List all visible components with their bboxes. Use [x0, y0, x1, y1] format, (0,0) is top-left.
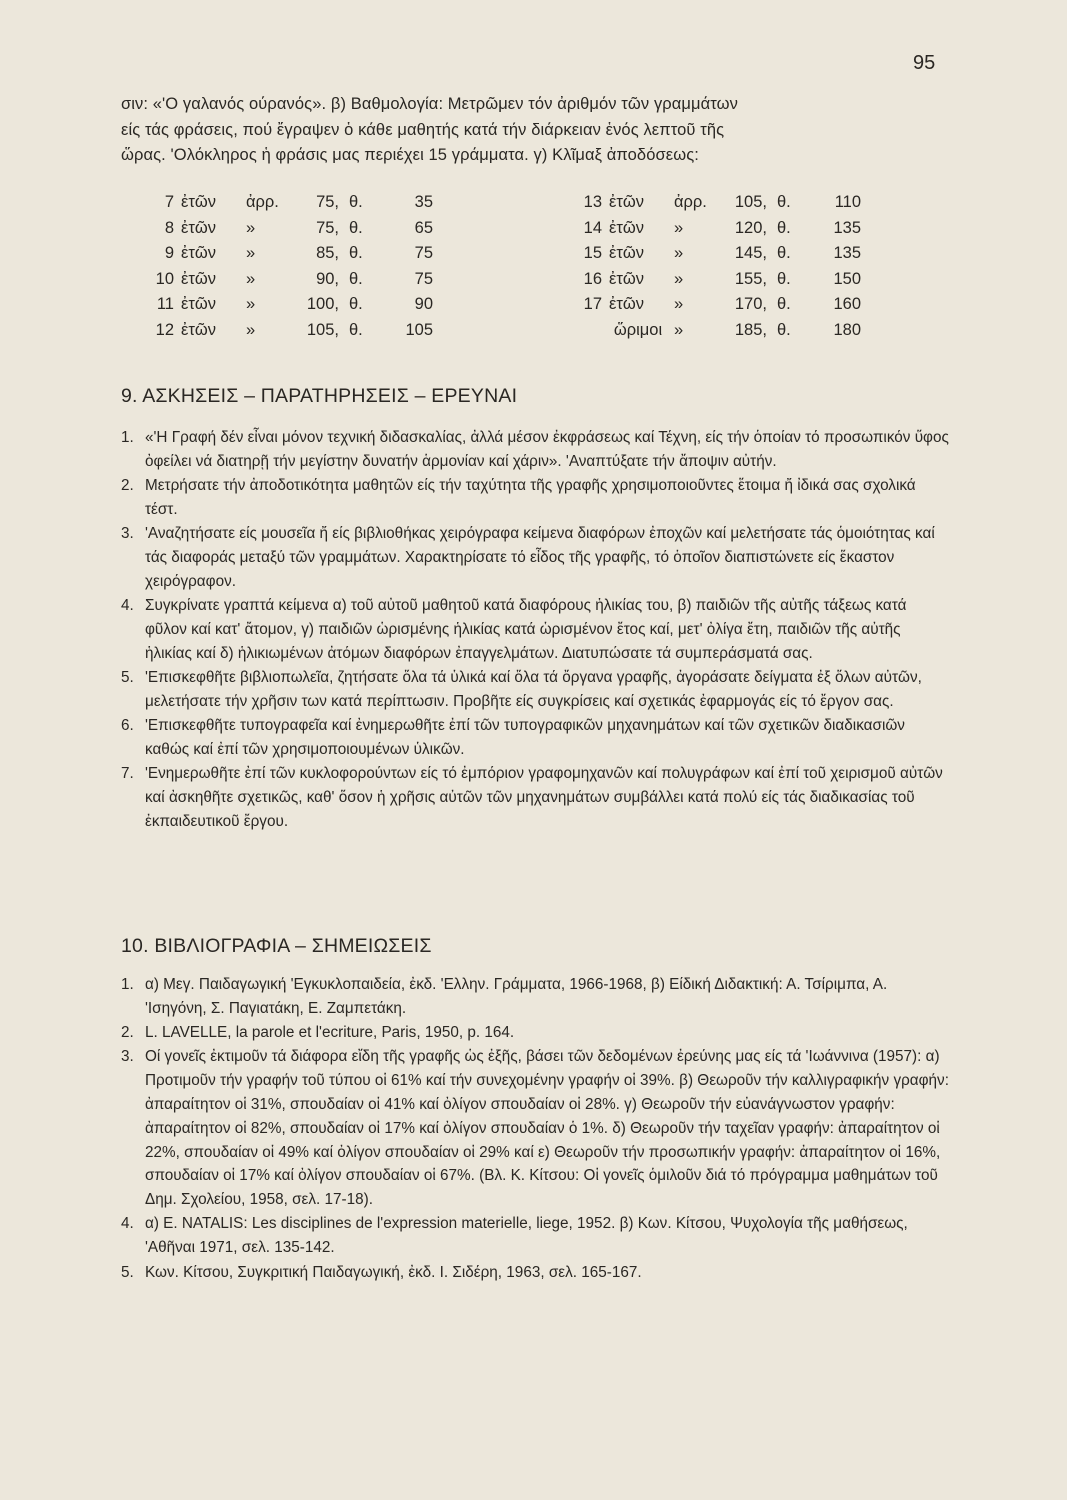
item-text: Οί γονεῖς ἐκτιμοῦν τά διάφορα εἴδη τῆς γραφῆς ὡς ἐξῆς, βάσει τῶν δεδομένων ἐρεύνης μας είς τά 'Ιωάννινα (1957): α) Προτιμοῦν τήν γραφήν τοῦ τύπου οἱ 61% καί τήν συνεχομένην γραφήν οἱ 39%. β) Θεωροῦν τήν καλλιγραφικήν γραφήν: ἀπαραίτητον οἱ 31%, σπουδαίαν οἱ 41% καί ὀλίγον σπουδαίαν οἱ 28%. γ) Θεωροῦν τήν εὐανάγνωστον γραφήν: ἀπαραίτητον οἱ 82%, σπουδαίαν οἱ 17% καί ὀλίγον σπουδαίαν ὁ 1%. δ) Θεωροῦν τήν ταχεῖαν γραφήν: ἀπαραίτητον οἱ 22%, σπουδαίαν οἱ 49% καί ὀλίγον σπουδαίαν οἱ 29% καί ε) Θεωροῦν τήν προσωπικήν γραφήν: ἀπαραίτητον οἱ 16%, σπουδαίαν οἱ 17% καί ὀλίγον σπουδαίαν οἱ 67%. (Βλ. Κ. Κίτσου: Οἱ γονεῖς ὁμιλοῦν διά τό πρόγραμμα μαθημάτων τοῦ Δημ. Σχολείου, 1958, σελ. 17-18).	[145, 1048, 949, 1209]
intro-line: σιν: «'Ο γαλανός ούρανός». β) Βαθμολογία: Μετρῶμεν τόν ἀριθμόν τῶν γραμμάτων	[121, 95, 738, 113]
girls-score-cell: 110	[834, 193, 861, 211]
age-cell: 12	[155, 320, 174, 339]
girls-label-cell: θ.	[349, 295, 363, 314]
girls-score-cell: 65	[414, 218, 433, 237]
sex-cell: »	[246, 269, 256, 288]
unit-cell: ἐτῶν	[181, 295, 217, 314]
girls-score-cell: 180	[833, 320, 861, 339]
boys-score-cell: 85,	[316, 244, 339, 263]
item-number: 6.	[121, 717, 134, 735]
grade-scale-table-right	[570, 190, 861, 344]
girls-score-cell: 135	[833, 244, 861, 263]
girls-label-cell: θ.	[777, 218, 791, 237]
age-cell: 15	[583, 244, 602, 263]
list-item	[121, 594, 951, 665]
list-item	[121, 1212, 951, 1260]
intro-line: ὥρας. 'Ολόκληρος ἡ φράσις μας περιέχει 15 γράμματα. γ) Κλῖμαξ ἀποδόσεως:	[121, 146, 699, 165]
item-text: α) Μεγ. Παιδαγωγική 'Εγκυκλοπαιδεία, ἐκδ. 'Ελλην. Γράμματα, 1966-1968, β) Είδική Διδακτική: Α. Τσίριμπα, Α. 'Ισηγόνη, Σ. Παγιατάκη, Ε. Ζαμπετάκη.	[145, 976, 888, 1017]
girls-label-cell: θ.	[349, 193, 363, 211]
item-number: 1.	[121, 976, 134, 993]
item-number: 4.	[121, 1215, 134, 1233]
grade-row	[570, 267, 861, 293]
girls-score-cell: 150	[833, 269, 861, 288]
age-cell: 7	[164, 193, 174, 211]
girls-label-cell: θ.	[777, 244, 791, 263]
boys-score-cell: 90,	[316, 269, 339, 288]
girls-label-cell: θ.	[349, 320, 363, 339]
girls-score-cell: 90	[414, 295, 433, 314]
girls-label-cell: θ.	[349, 269, 363, 288]
unit-cell: ἐτῶν	[609, 218, 645, 237]
intro-paragraph	[121, 92, 951, 169]
item-number: 5.	[121, 668, 134, 686]
boys-score-cell: 145,	[734, 244, 767, 263]
list-item	[121, 1045, 951, 1212]
unit-cell: ἐτῶν	[181, 244, 217, 263]
section-heading-exercises: 9. ΑΣΚΗΣΕΙΣ – ΠΑΡΑΤΗΡΗΣΕΙΣ – ΕΡΕΥΝΑΙ	[121, 385, 518, 407]
unit-cell: ὥριμοι	[613, 320, 663, 339]
girls-label-cell: θ.	[349, 244, 363, 263]
item-number: 7.	[121, 765, 134, 783]
item-number: 2.	[121, 477, 134, 495]
age-cell: 9	[164, 244, 174, 263]
girls-score-cell: 35	[414, 193, 433, 211]
age-cell: 16	[583, 269, 602, 288]
item-text: 'Αναζητήσατε είς μουσεῖα ἤ είς βιβλιοθήκας χειρόγραφα κείμενα διαφόρων ἐποχῶν καί μελετήσατε τάς ὁμοιότητας καί τάς διαφοράς μεταξύ τῶν γραμμάτων. Χαρακτηρίσατε τό εἶδος τῆς γραφῆς, τό ὁποῖον διαπιστώνετε είς ἕκαστον χειρόγραφον.	[145, 525, 935, 590]
list-item	[121, 474, 951, 522]
unit-cell: ἐτῶν	[609, 193, 645, 211]
boys-score-cell: 75,	[316, 193, 339, 211]
age-cell: 17	[583, 295, 602, 314]
sex-cell: »	[674, 269, 684, 288]
unit-cell: ἐτῶν	[609, 269, 645, 288]
exercises-list	[121, 426, 951, 834]
list-item	[121, 714, 951, 762]
item-text: L. LAVELLE, la parole et l'ecriture, Paris, 1950, p. 164.	[145, 1024, 515, 1042]
intro-line: είς τάς φράσεις, πού ἔγραψεν ὁ κάθε μαθητής κατά τήν διάρκειαν ἑνός λεπτοῦ τῆς	[121, 120, 725, 139]
item-text: 'Ενημερωθῆτε ἐπί τῶν κυκλοφορούντων είς τό ἐμπόριον γραφομηχανῶν καί πολυγράφων καί ἐπί τοῦ χειρισμοῦ αὐτῶν καί ἀσκηθῆτε σχετικῶς, καθ' ὅσον ἡ χρῆσις αὐτῶν τῶν μηχανημάτων συμβάλλει κατά πολύ είς τάς διαδικασίας τοῦ ἐκπαιδευτικοῦ ἔργου.	[145, 765, 943, 830]
item-number: 3.	[121, 1048, 134, 1066]
list-item	[121, 1261, 951, 1285]
list-item	[121, 522, 951, 593]
item-text: Συγκρίνατε γραπτά κείμενα α) τοῦ αὐτοῦ μαθητοῦ κατά διαφόρους ἡλικίας του, β) παιδιῶν τῆς αὐτῆς τάξεως κατά φῦλον καί κατ' ἄτομον, γ) παιδιῶν ὡρισμένης ἡλικίας κατά ὡρισμένον ἔτος καί, μετ' ὀλίγα ἔτη, παιδιῶν τῆς αὐτῆς ἡλικίας καί δ) ἡλικιωμένων ἀτόμων διαφόρων ἐπαγγελμάτων. Διατυπώσατε τά συμπεράσματά σας.	[145, 597, 907, 662]
unit-cell: ἐτῶν	[181, 218, 217, 237]
age-cell: 14	[583, 218, 602, 237]
item-text: «'Η Γραφή δέν εἶναι μόνον τεχνική διδασκαλίας, ἀλλά μέσον ἐκφράσεως καί Τέχνη, είς τήν ὁποίαν τό προσωπικόν ὕφος ὀφείλει νά διατηρῇ τήν μεγίστην δυνατήν ἁρμονίαν καί χάριν». 'Αναπτύξατε τήν ἄποψιν αὐτήν.	[145, 429, 949, 470]
page-number: 95	[913, 52, 936, 74]
sex-cell: ἀρρ.	[246, 193, 279, 211]
girls-label-cell: θ.	[349, 218, 363, 237]
sex-cell: »	[246, 295, 256, 314]
boys-score-cell: 120,	[734, 218, 767, 237]
age-cell: 13	[583, 193, 602, 211]
grade-row	[570, 241, 861, 267]
girls-score-cell: 135	[833, 218, 861, 237]
sex-cell: »	[246, 244, 256, 263]
age-cell: 10	[155, 269, 174, 288]
grade-row	[570, 292, 861, 318]
list-item	[121, 426, 951, 474]
boys-score-cell: 155,	[734, 269, 767, 288]
unit-cell: ἐτῶν	[181, 320, 217, 339]
grade-row	[142, 267, 433, 293]
girls-label-cell: θ.	[777, 193, 791, 211]
item-text: Κων. Κίτσου, Συγκριτική Παιδαγωγική, ἐκδ. Ι. Σιδέρη, 1963, σελ. 165-167.	[145, 1263, 642, 1281]
grade-scale-table-left	[142, 190, 433, 344]
boys-score-cell: 75,	[316, 218, 339, 237]
grade-row	[142, 292, 433, 318]
item-number: 3.	[121, 525, 134, 543]
sex-cell: »	[674, 218, 684, 237]
sex-cell: »	[674, 320, 684, 339]
girls-label-cell: θ.	[777, 269, 791, 288]
girls-score-cell: 75	[414, 244, 433, 263]
girls-score-cell: 105	[405, 320, 433, 339]
age-cell: 11	[156, 295, 174, 314]
item-text: α) E. NATALIS: Les disciplines de l'expression materielle, liege, 1952. β) Κων. Κίτσου, Ψυχολογία τῆς μαθήσεως, 'Αθῆναι 1971, σελ. 135-142.	[145, 1215, 908, 1257]
sex-cell: »	[246, 320, 256, 339]
grade-row	[142, 190, 433, 216]
grade-row	[142, 241, 433, 267]
unit-cell: ἐτῶν	[181, 193, 217, 211]
bibliography-list	[121, 973, 951, 1285]
item-number: 4.	[121, 597, 134, 615]
unit-cell: ἐτῶν	[609, 295, 645, 314]
grade-row	[570, 190, 861, 216]
unit-cell: ἐτῶν	[609, 244, 645, 263]
girls-label-cell: θ.	[777, 320, 791, 339]
sex-cell: »	[674, 244, 684, 263]
grade-row	[570, 318, 861, 344]
girls-score-cell: 75	[414, 269, 433, 288]
grade-row	[142, 318, 433, 344]
item-number: 5.	[121, 1263, 134, 1281]
list-item	[121, 973, 951, 1021]
item-text: 'Επισκεφθῆτε βιβλιοπωλεῖα, ζητήσατε ὅλα τά ὑλικά καί ὅλα τά ὄργανα γραφῆς, ἀγοράσατε δείγματα ἐξ ὅλων αὐτῶν, μελετήσατε τήν χρῆσιν των κατά περίπτωσιν. Προβῆτε είς συγκρίσεις καί σχετικάς ἐφαρμογάς είς τό ἔργον σας.	[145, 668, 922, 710]
girls-score-cell: 160	[833, 295, 861, 314]
list-item	[121, 666, 951, 714]
boys-score-cell: 170,	[734, 295, 767, 314]
item-number: 1.	[121, 429, 134, 446]
girls-label-cell: θ.	[777, 295, 791, 314]
item-number: 2.	[121, 1024, 134, 1042]
item-text: 'Επισκεφθῆτε τυπογραφεῖα καί ἐνημερωθῆτε ἐπί τῶν τυπογραφικῶν μηχανημάτων καί τῶν σχετικῶν διαδικασιῶν καθώς καί ἐπί τῶν χρησιμοποιουμένων ὑλικῶν.	[145, 717, 905, 758]
list-item	[121, 762, 951, 833]
list-item	[121, 1021, 951, 1045]
sex-cell: »	[246, 218, 256, 237]
age-cell	[570, 318, 602, 344]
grade-row	[142, 216, 433, 242]
boys-score-cell: 105,	[306, 320, 339, 339]
boys-score-cell: 100,	[306, 295, 339, 314]
item-text: Μετρήσατε τήν ἀποδοτικότητα μαθητῶν είς τήν ταχύτητα τῆς γραφῆς χρησιμοποιοῦντες ἕτοιμα ἤ ἰδικά σας σχολικά τέστ.	[145, 477, 916, 518]
sex-cell: »	[674, 295, 684, 314]
grade-row	[570, 216, 861, 242]
age-cell: 8	[164, 218, 174, 237]
unit-cell: ἐτῶν	[181, 269, 217, 288]
section-heading-bibliography: 10. ΒΙΒΛΙΟΓΡΑΦΙΑ – ΣΗΜΕΙΩΣΕΙΣ	[121, 935, 432, 957]
boys-score-cell: 105,	[734, 193, 767, 211]
sex-cell: ἀρρ.	[674, 193, 707, 211]
boys-score-cell: 185,	[734, 320, 767, 339]
